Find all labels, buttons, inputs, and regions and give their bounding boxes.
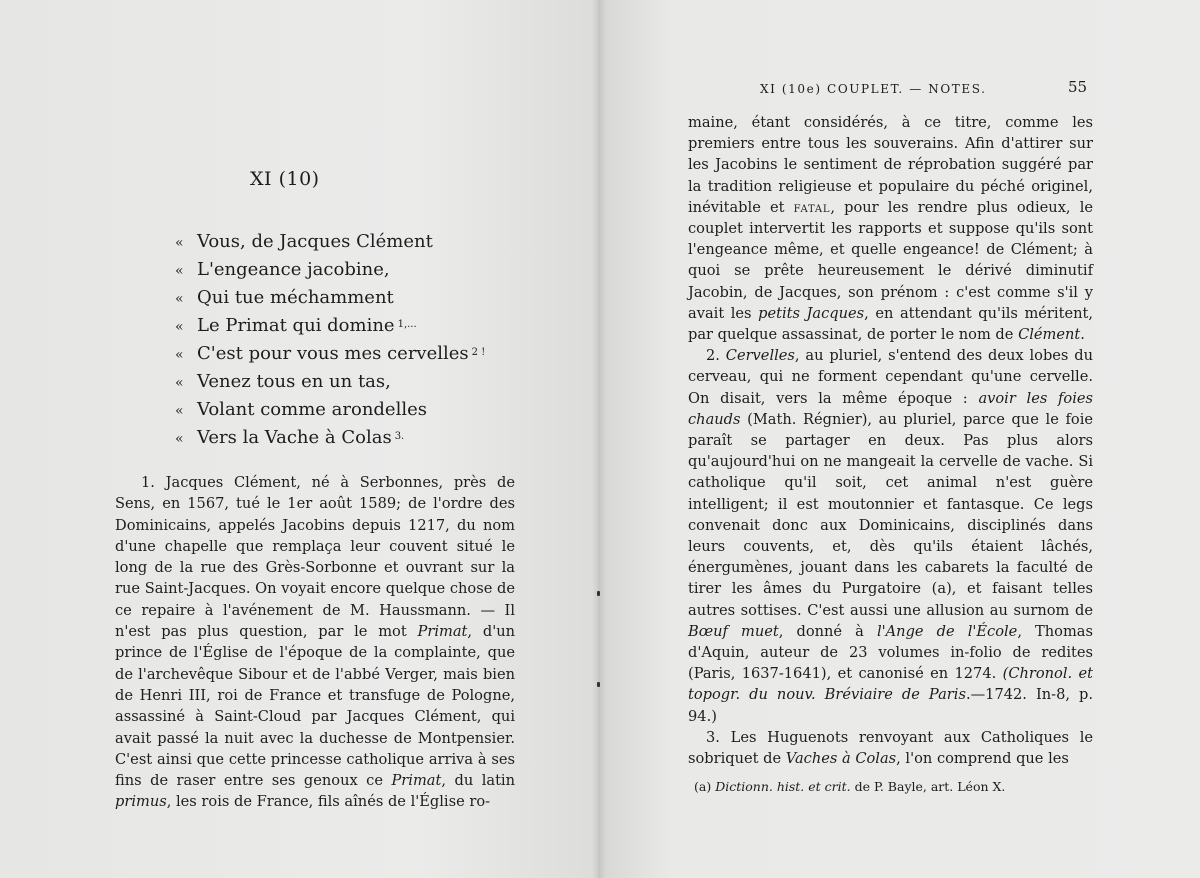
note-3: 3. Les Huguenots renvoyant aux Catholiques le sobriquet de Vaches à Colas, l'on comprend que les <box>688 728 1093 768</box>
poem-line: « C'est pour vous mes cervelles $^{2 !}$ <box>175 343 486 364</box>
right-body <box>688 112 1093 769</box>
left-page <box>0 0 598 878</box>
right-footnote: (a) Dictionn. hist. et crit. de P. Bayle, art. Léon X. <box>694 779 1006 794</box>
right-page <box>598 0 1200 878</box>
note-2: 2. Cervelles, au pluriel, s'entend des deux lobes du cerveau, qui ne forment cependant qu'une cervelle. On disait, vers la même époque : avoir les foies chauds (Math. Régnier), au pluriel, parce que le foie paraît se partager en deux. Pas plus alors qu'aujourd'hui on ne mangeait la cervelle de vache. Si catholique qu'il soit, cet animal n'est guère intelligent; il est moutonnier et fantasque. Ce legs convenait donc aux Dominicains, disciplinés dans leurs couvents, et, dès qu'ils étaient lâchés, énergumènes, jouant dans les cabarets la faculté de tirer les âmes du Purgatoire (a), et faisant telles autres sottises. C'est aussi une allusion au surnom de Bœuf muet, donné à l'Ange de l'École, Thomas d'Aquin, auteur de 23 volumes in-folio de redites (Paris, 1637-1641), et canonisé en 1274. (Chronol. et topogr. du nouv. Bréviaire de Paris.—1742. In-8, p. 94.) <box>688 347 1094 725</box>
left-footnote <box>115 472 515 813</box>
poem-line: « Le Primat qui domine $^{1,...}$ <box>175 315 417 336</box>
footnote-paragraph: 1. Jacques Clément, né à Serbonnes, près de Sens, en 1567, tué le 1er août 1589; de l'ordre des Dominicains, appelés Jacobins depuis 1217, du nom d'une chapelle que remplaça leur couvent situé le long de la rue des Grès-Sorbonne et ouvrant sur la rue Saint-Jacques. On voyait encore quelque chose de ce repaire à l'avénement de M. Haussmann. — Il n'est pas plus question, par le mot Primat, d'un prince de l'Église de l'époque de la complainte, que de l'archevêque Sibour et de l'abbé Verger, mais bien de Henri III, roi de France et transfuge de Pologne, assassiné à Saint-Cloud par Jacques Clément, qui avait passé la nuit avec la duchesse de Montpensier. C'est ainsi que cette princesse catholique arriva à ses fins de raser entre ses genoux ce Primat, du latin primus, les rois de France, fils aînés de l'Église ro- <box>115 474 516 811</box>
poem-line: « Venez tous en un tas, <box>175 371 391 392</box>
note-continuation: maine, étant considérés, à ce titre, comme les premiers entre tous les souverains. Afin d'attirer sur les Jacobins le sentiment de réprobation suggéré par la tradition religieuse et populaire du péché originel, inévitable et fatal, pour les rendre plus odieux, le couplet intervertit les rapports et suppose qu'ils sont l'engeance même, et quelle engeance! de Clément; à quoi se prête heureusement le dérivé diminutif Jacobin, de Jacques, son prénom : c'est comme s'il y avait les petits Jacques, en attendant qu'ils méritent, par quelque assassinat, de porter le nom de Clément. <box>688 114 1094 344</box>
gutter-mark <box>597 591 600 596</box>
poem-line: « L'engeance jacobine, <box>175 259 390 280</box>
poem <box>175 228 505 452</box>
book-gutter <box>592 0 606 878</box>
poem-line: « Vers la Vache à Colas $^{3.}$ <box>175 427 405 448</box>
poem-title: XI (10) <box>250 168 320 190</box>
gutter-mark <box>597 682 600 687</box>
poem-line: « Qui tue méchamment <box>175 287 394 308</box>
poem-line: « Volant comme arondelles <box>175 399 427 420</box>
page-number: 55 <box>1068 78 1088 96</box>
running-header: XI (10e) COUPLET. — NOTES. <box>760 82 987 96</box>
poem-line: « Vous, de Jacques Clément <box>175 231 433 252</box>
